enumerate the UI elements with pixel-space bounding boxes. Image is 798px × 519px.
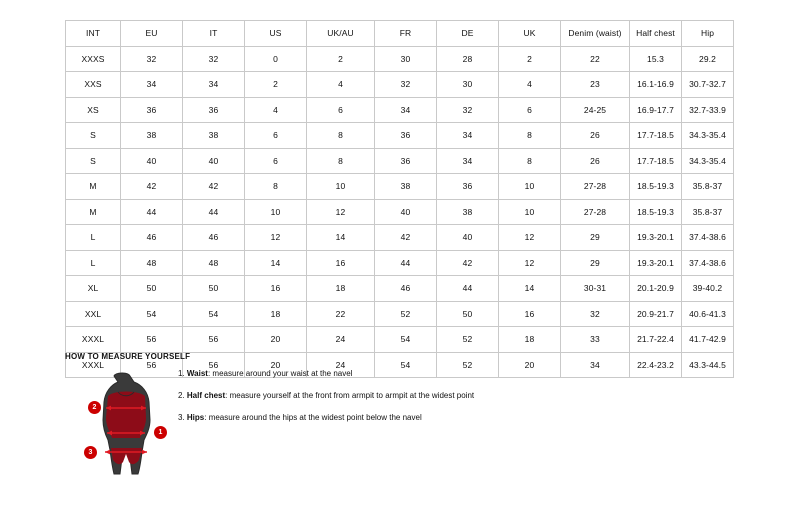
measurement-figure — [82, 366, 172, 486]
cell-us: 8 — [245, 174, 307, 200]
cell-eu: 38 — [121, 123, 183, 149]
table-row — [66, 225, 734, 251]
marker-hips: 3 — [84, 446, 97, 459]
cell-eu: 32 — [121, 46, 183, 72]
cell-it: 34 — [183, 72, 245, 98]
column-header-uk: UK — [499, 21, 561, 47]
marker-half-chest: 2 — [88, 401, 101, 414]
cell-int: S — [66, 123, 121, 149]
cell-us: 6 — [245, 123, 307, 149]
cell-hip: 41.7-42.9 — [682, 327, 734, 353]
cell-uk: 8 — [499, 148, 561, 174]
cell-denim: 33 — [561, 327, 630, 353]
cell-ukau: 12 — [307, 199, 375, 225]
cell-it: 50 — [183, 276, 245, 302]
cell-int: XXL — [66, 301, 121, 327]
item-number: 2. — [178, 391, 185, 400]
cell-it: 54 — [183, 301, 245, 327]
cell-denim: 24-25 — [561, 97, 630, 123]
column-header-us: US — [245, 21, 307, 47]
cell-denim: 22 — [561, 46, 630, 72]
cell-ukau: 24 — [307, 327, 375, 353]
table-row — [66, 46, 734, 72]
cell-half-chest: 17.7-18.5 — [630, 123, 682, 149]
cell-int: L — [66, 225, 121, 251]
cell-uk: 4 — [499, 72, 561, 98]
cell-us: 16 — [245, 276, 307, 302]
cell-half-chest: 16.9-17.7 — [630, 97, 682, 123]
cell-int: XXS — [66, 72, 121, 98]
column-header-hip: Hip — [682, 21, 734, 47]
cell-eu: 56 — [121, 352, 183, 378]
cell-it: 32 — [183, 46, 245, 72]
cell-fr: 52 — [375, 301, 437, 327]
cell-eu: 34 — [121, 72, 183, 98]
cell-fr: 54 — [375, 352, 437, 378]
cell-de: 30 — [437, 72, 499, 98]
cell-half-chest: 20.1-20.9 — [630, 276, 682, 302]
cell-it: 44 — [183, 199, 245, 225]
cell-uk: 2 — [499, 46, 561, 72]
cell-eu: 50 — [121, 276, 183, 302]
cell-ukau: 16 — [307, 250, 375, 276]
cell-int: XXXL — [66, 327, 121, 353]
cell-denim: 26 — [561, 123, 630, 149]
table-row — [66, 123, 734, 149]
marker-waist: 1 — [154, 426, 167, 439]
cell-half-chest: 20.9-21.7 — [630, 301, 682, 327]
cell-eu: 42 — [121, 174, 183, 200]
cell-fr: 34 — [375, 97, 437, 123]
cell-denim: 27-28 — [561, 174, 630, 200]
cell-denim: 34 — [561, 352, 630, 378]
cell-fr: 36 — [375, 148, 437, 174]
cell-de: 52 — [437, 327, 499, 353]
cell-ukau: 4 — [307, 72, 375, 98]
cell-hip: 39-40.2 — [682, 276, 734, 302]
cell-de: 28 — [437, 46, 499, 72]
item-term: Half chest — [186, 391, 226, 400]
cell-de: 42 — [437, 250, 499, 276]
cell-ukau: 2 — [307, 46, 375, 72]
cell-eu: 56 — [121, 327, 183, 353]
cell-fr: 36 — [375, 123, 437, 149]
cell-de: 32 — [437, 97, 499, 123]
cell-hip: 35.8-37 — [682, 199, 734, 225]
item-term: Hips — [186, 413, 205, 422]
item-text: : measure around your waist at the navel — [207, 369, 353, 378]
cell-us: 12 — [245, 225, 307, 251]
item-term: Waist — [186, 369, 208, 378]
cell-hip: 30.7-32.7 — [682, 72, 734, 98]
cell-de: 50 — [437, 301, 499, 327]
cell-ukau: 24 — [307, 352, 375, 378]
column-header-int: INT — [66, 21, 121, 47]
cell-int: XL — [66, 276, 121, 302]
cell-hip: 35.8-37 — [682, 174, 734, 200]
cell-it: 38 — [183, 123, 245, 149]
cell-eu: 40 — [121, 148, 183, 174]
cell-int: L — [66, 250, 121, 276]
cell-hip: 34.3-35.4 — [682, 123, 734, 149]
cell-de: 38 — [437, 199, 499, 225]
cell-us: 10 — [245, 199, 307, 225]
column-header-ukau: UK/AU — [307, 21, 375, 47]
column-header-fr: FR — [375, 21, 437, 47]
list-item — [178, 412, 598, 424]
column-header-denim: Denim (waist) — [561, 21, 630, 47]
table-header-row — [66, 21, 734, 47]
size-chart-table — [65, 20, 734, 378]
cell-it: 56 — [183, 327, 245, 353]
cell-int: XS — [66, 97, 121, 123]
table-row — [66, 276, 734, 302]
table-row — [66, 327, 734, 353]
cell-fr: 30 — [375, 46, 437, 72]
cell-half-chest: 18.5-19.3 — [630, 199, 682, 225]
column-header-it: IT — [183, 21, 245, 47]
cell-half-chest: 19.3-20.1 — [630, 225, 682, 251]
cell-int: XXXS — [66, 46, 121, 72]
cell-uk: 16 — [499, 301, 561, 327]
column-header-half-chest: Half chest — [630, 21, 682, 47]
cell-eu: 36 — [121, 97, 183, 123]
cell-us: 14 — [245, 250, 307, 276]
cell-us: 0 — [245, 46, 307, 72]
cell-de: 34 — [437, 123, 499, 149]
table-row — [66, 174, 734, 200]
cell-denim: 26 — [561, 148, 630, 174]
how-to-measure-title: HOW TO MEASURE YOURSELF — [65, 352, 191, 361]
cell-hip: 32.7-33.9 — [682, 97, 734, 123]
cell-hip: 40.6-41.3 — [682, 301, 734, 327]
cell-us: 6 — [245, 148, 307, 174]
table-row — [66, 148, 734, 174]
cell-uk: 18 — [499, 327, 561, 353]
cell-uk: 6 — [499, 97, 561, 123]
cell-uk: 10 — [499, 174, 561, 200]
cell-int: XXXL — [66, 352, 121, 378]
cell-denim: 32 — [561, 301, 630, 327]
cell-ukau: 10 — [307, 174, 375, 200]
cell-de: 44 — [437, 276, 499, 302]
cell-uk: 20 — [499, 352, 561, 378]
cell-de: 40 — [437, 225, 499, 251]
cell-ukau: 18 — [307, 276, 375, 302]
cell-us: 20 — [245, 327, 307, 353]
list-item — [178, 368, 598, 380]
cell-hip: 37.4-38.6 — [682, 250, 734, 276]
cell-fr: 46 — [375, 276, 437, 302]
cell-hip: 43.3-44.5 — [682, 352, 734, 378]
cell-ukau: 8 — [307, 123, 375, 149]
cell-de: 34 — [437, 148, 499, 174]
cell-fr: 54 — [375, 327, 437, 353]
cell-denim: 30-31 — [561, 276, 630, 302]
cell-uk: 8 — [499, 123, 561, 149]
cell-half-chest: 15.3 — [630, 46, 682, 72]
column-header-de: DE — [437, 21, 499, 47]
cell-it: 46 — [183, 225, 245, 251]
cell-int: M — [66, 174, 121, 200]
cell-half-chest: 19.3-20.1 — [630, 250, 682, 276]
cell-int: M — [66, 199, 121, 225]
cell-eu: 46 — [121, 225, 183, 251]
cell-denim: 29 — [561, 250, 630, 276]
item-text: : measure yourself at the front from armpit to armpit at the widest point — [225, 391, 475, 400]
cell-eu: 48 — [121, 250, 183, 276]
cell-half-chest: 18.5-19.3 — [630, 174, 682, 200]
cell-int: S — [66, 148, 121, 174]
cell-eu: 44 — [121, 199, 183, 225]
cell-it: 36 — [183, 97, 245, 123]
cell-half-chest: 22.4-23.2 — [630, 352, 682, 378]
cell-us: 18 — [245, 301, 307, 327]
table-row — [66, 199, 734, 225]
cell-uk: 12 — [499, 225, 561, 251]
cell-ukau: 6 — [307, 97, 375, 123]
cell-de: 36 — [437, 174, 499, 200]
cell-hip: 29.2 — [682, 46, 734, 72]
column-header-eu: EU — [121, 21, 183, 47]
table-row — [66, 97, 734, 123]
cell-us: 2 — [245, 72, 307, 98]
cell-uk: 14 — [499, 276, 561, 302]
item-number: 3. — [178, 413, 185, 422]
cell-it: 56 — [183, 352, 245, 378]
cell-fr: 42 — [375, 225, 437, 251]
cell-half-chest: 17.7-18.5 — [630, 148, 682, 174]
cell-de: 52 — [437, 352, 499, 378]
cell-it: 48 — [183, 250, 245, 276]
cell-hip: 34.3-35.4 — [682, 148, 734, 174]
cell-fr: 40 — [375, 199, 437, 225]
cell-it: 42 — [183, 174, 245, 200]
cell-us: 4 — [245, 97, 307, 123]
cell-denim: 29 — [561, 225, 630, 251]
table-row — [66, 301, 734, 327]
cell-fr: 32 — [375, 72, 437, 98]
cell-uk: 12 — [499, 250, 561, 276]
cell-fr: 44 — [375, 250, 437, 276]
item-number: 1. — [178, 369, 185, 378]
cell-denim: 27-28 — [561, 199, 630, 225]
how-to-measure-list — [178, 368, 598, 434]
cell-denim: 23 — [561, 72, 630, 98]
cell-hip: 37.4-38.6 — [682, 225, 734, 251]
cell-ukau: 22 — [307, 301, 375, 327]
table-row — [66, 72, 734, 98]
cell-half-chest: 21.7-22.4 — [630, 327, 682, 353]
cell-it: 40 — [183, 148, 245, 174]
cell-half-chest: 16.1-16.9 — [630, 72, 682, 98]
cell-ukau: 14 — [307, 225, 375, 251]
cell-fr: 38 — [375, 174, 437, 200]
cell-eu: 54 — [121, 301, 183, 327]
table-row — [66, 250, 734, 276]
list-item — [178, 390, 598, 402]
cell-us: 20 — [245, 352, 307, 378]
cell-uk: 10 — [499, 199, 561, 225]
item-text: : measure around the hips at the widest point below the navel — [204, 413, 422, 422]
cell-ukau: 8 — [307, 148, 375, 174]
